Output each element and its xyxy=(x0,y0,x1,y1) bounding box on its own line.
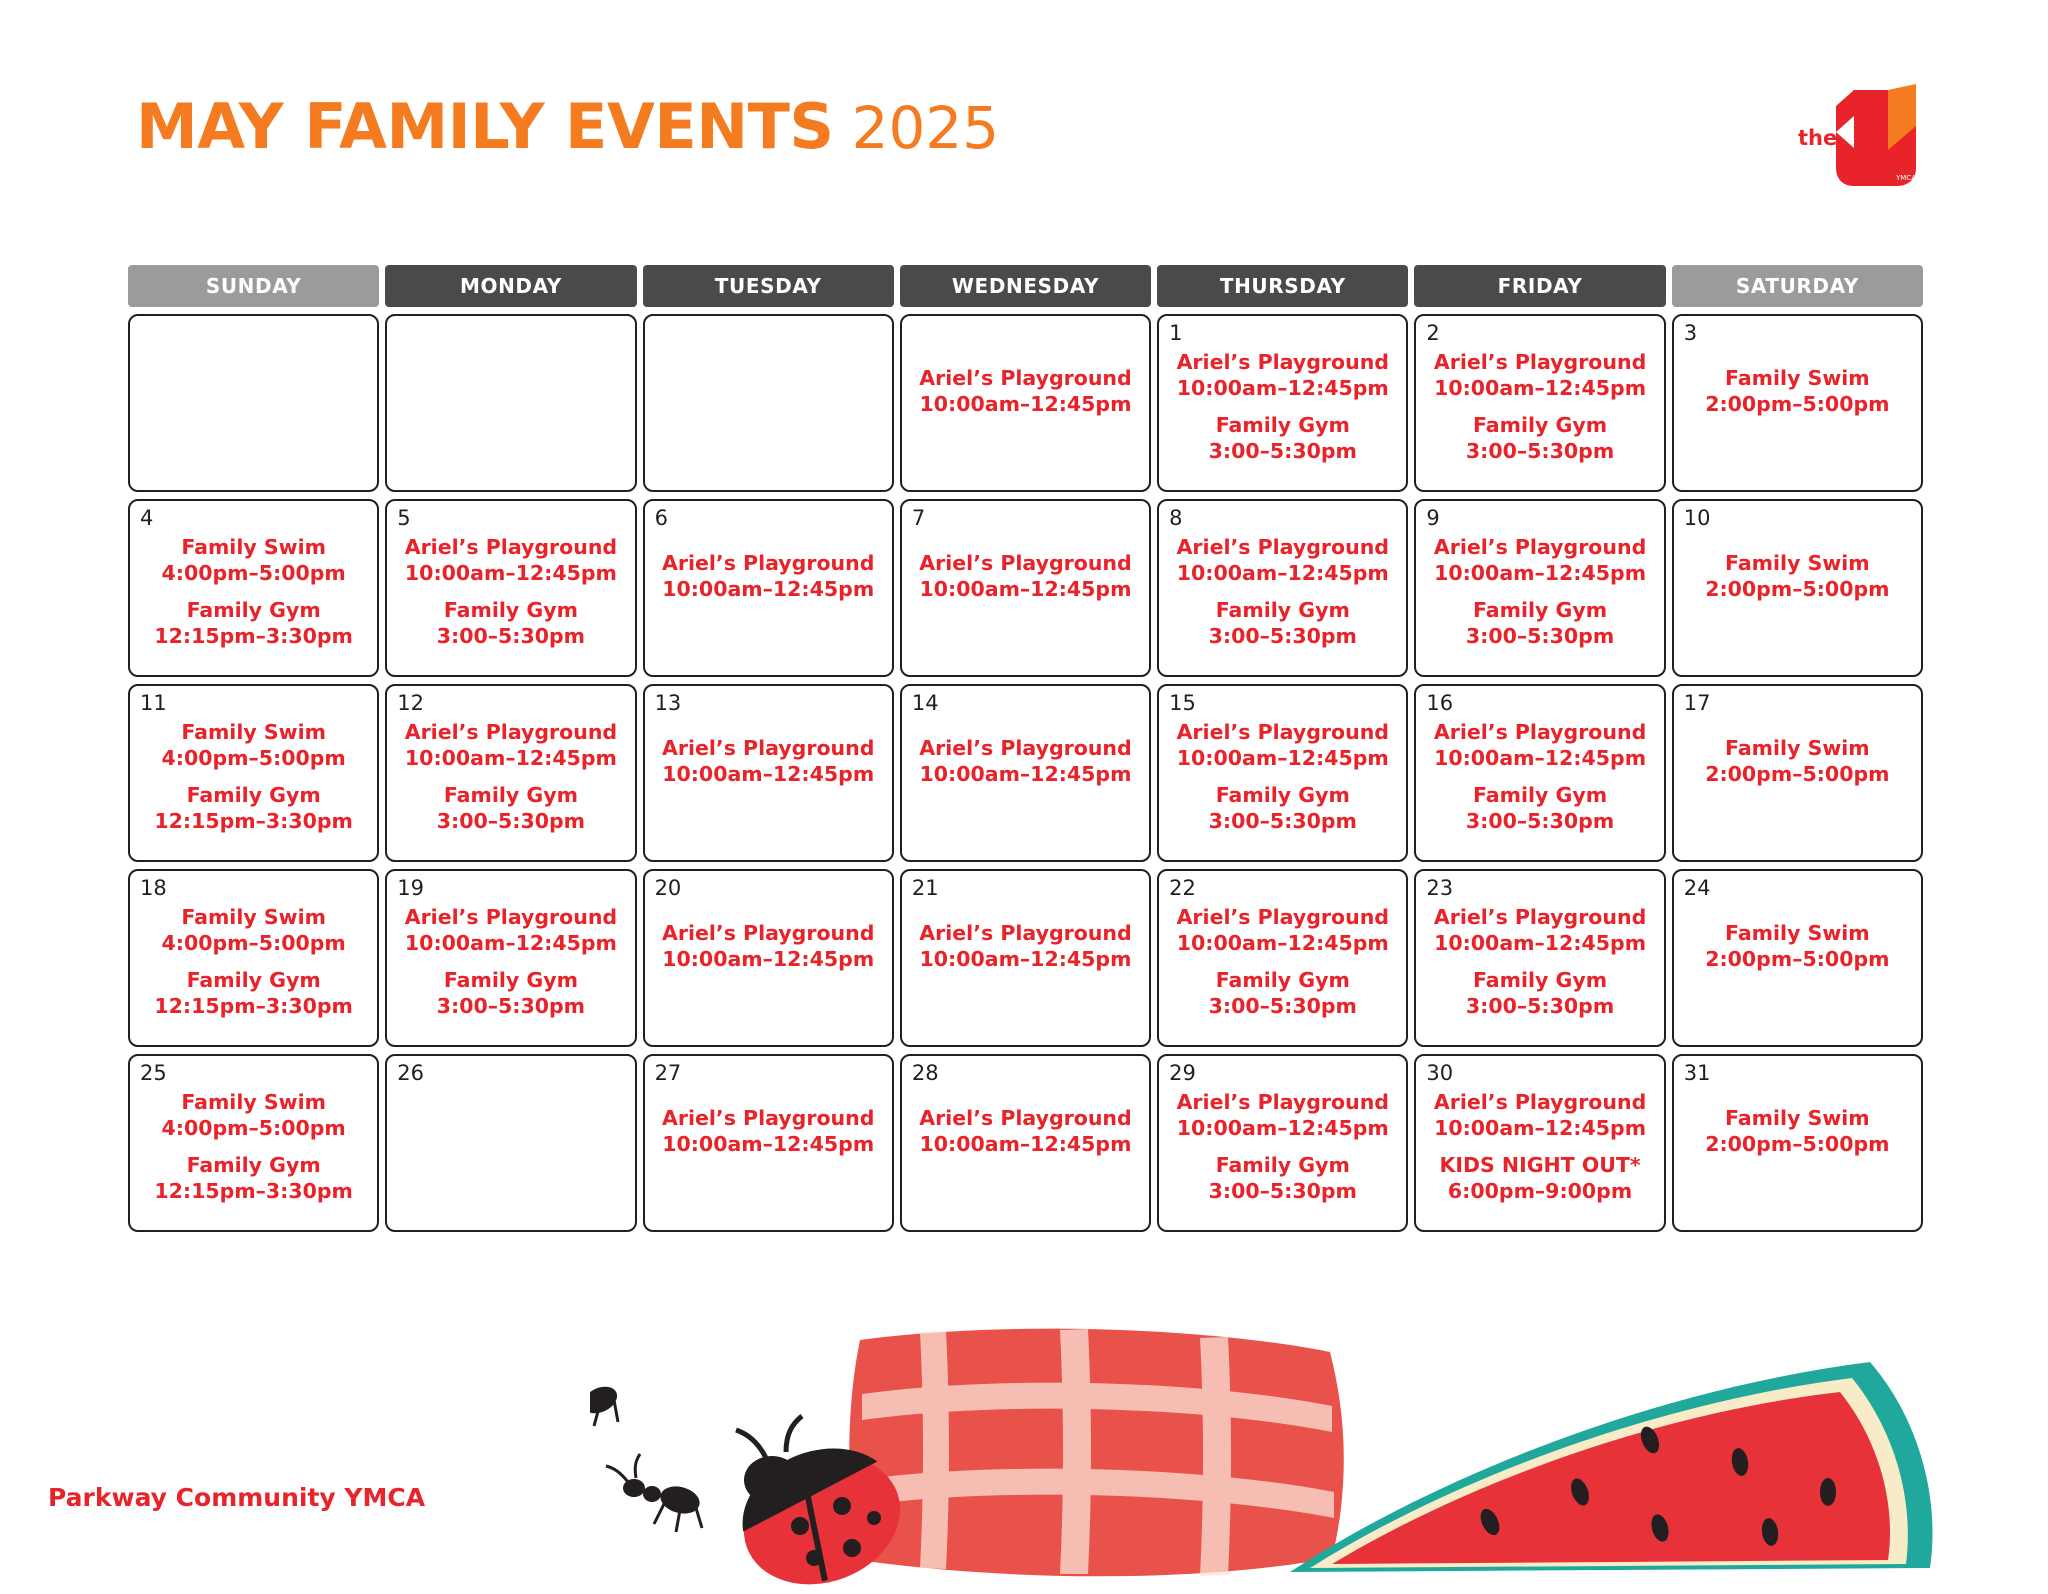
calendar-day-cell xyxy=(1157,869,1408,1047)
event-name: Ariel’s Playground xyxy=(661,921,875,945)
event-name: Ariel’s Playground xyxy=(1433,535,1647,559)
logo-the-text: the xyxy=(1798,126,1838,150)
event-entry xyxy=(1169,720,1396,771)
day-number: 25 xyxy=(140,1061,167,1085)
event-name: Ariel’s Playground xyxy=(919,1106,1132,1130)
event-name: Family Gym xyxy=(186,783,321,808)
calendar-day-cell xyxy=(128,684,379,862)
calendar-week-row xyxy=(128,314,1923,492)
day-events xyxy=(1159,535,1406,650)
calendar-day-cell xyxy=(128,499,379,677)
day-events xyxy=(1674,1106,1921,1157)
day-events xyxy=(1159,720,1406,835)
day-number: 11 xyxy=(140,691,167,715)
event-entry xyxy=(1426,1090,1653,1141)
day-number: 22 xyxy=(1169,876,1196,900)
event-time: 2:00pm–5:00pm xyxy=(1705,391,1890,416)
event-name: Ariel’s Playground xyxy=(404,535,618,559)
calendar-day-cell xyxy=(1414,869,1665,1047)
title-year-text: 2025 xyxy=(851,94,1000,162)
calendar-empty-cell xyxy=(643,314,894,492)
day-number: 7 xyxy=(911,506,926,530)
calendar-empty-cell xyxy=(900,314,1151,492)
day-events xyxy=(902,736,1149,787)
event-name: Family Swim xyxy=(1725,1106,1870,1130)
event-time: 10:00am–12:45pm xyxy=(1434,930,1647,955)
calendar-day-cell xyxy=(1414,314,1665,492)
day-number: 31 xyxy=(1683,1061,1711,1085)
event-time: 12:15pm–3:30pm xyxy=(154,808,353,833)
event-entry xyxy=(912,921,1139,972)
event-name: Ariel’s Playground xyxy=(1176,350,1389,374)
weekday-wednesday: WEDNESDAY xyxy=(900,265,1151,307)
event-entry xyxy=(1684,921,1911,972)
day-number: 8 xyxy=(1169,506,1183,530)
calendar-day-cell xyxy=(1157,314,1408,492)
event-name: Ariel’s Playground xyxy=(1433,905,1647,929)
day-events xyxy=(130,535,377,650)
event-name: Family Gym xyxy=(1215,598,1350,623)
day-number: 24 xyxy=(1683,876,1711,900)
event-time: 3:00–5:30pm xyxy=(1208,438,1357,463)
calendar-day-cell xyxy=(385,499,636,677)
calendar-day-cell xyxy=(643,684,894,862)
event-time: 3:00–5:30pm xyxy=(1465,438,1615,463)
event-time: 10:00am–12:45pm xyxy=(1434,745,1647,770)
day-number: 18 xyxy=(140,876,167,900)
day-events xyxy=(1674,551,1921,602)
event-name: Family Gym xyxy=(1473,413,1608,438)
day-number: 26 xyxy=(397,1061,425,1085)
day-events xyxy=(130,1090,377,1205)
event-entry xyxy=(397,598,624,649)
day-events xyxy=(387,535,634,650)
event-name: Ariel’s Playground xyxy=(1176,720,1389,744)
day-events xyxy=(1674,921,1921,972)
event-name: Family Gym xyxy=(186,968,321,993)
calendar-day-cell xyxy=(643,1054,894,1232)
day-number: 3 xyxy=(1683,321,1698,345)
day-number: 21 xyxy=(911,876,939,900)
event-entry xyxy=(655,551,882,602)
event-entry xyxy=(140,905,367,956)
page-title xyxy=(136,90,1936,163)
event-time: 4:00pm–5:00pm xyxy=(161,1115,346,1140)
event-entry xyxy=(1684,1106,1911,1157)
event-entry xyxy=(1169,535,1396,586)
event-time: 4:00pm–5:00pm xyxy=(161,930,346,955)
event-name: Ariel’s Playground xyxy=(1176,535,1389,559)
weekday-tuesday: TUESDAY xyxy=(643,265,894,307)
event-time: 10:00am–12:45pm xyxy=(662,1131,875,1156)
event-name: Ariel’s Playground xyxy=(1433,350,1647,374)
event-time: 10:00am–12:45pm xyxy=(1176,375,1389,400)
day-events xyxy=(1416,350,1663,465)
event-entry xyxy=(1426,598,1653,649)
event-time: 3:00–5:30pm xyxy=(1465,808,1615,833)
event-name: Ariel’s Playground xyxy=(1176,1090,1389,1114)
event-time: 12:15pm–3:30pm xyxy=(154,1178,353,1203)
event-entry xyxy=(1169,350,1396,401)
event-time: 10:00am–12:45pm xyxy=(404,930,617,955)
event-name: Family Gym xyxy=(1473,783,1608,808)
weekday-monday: MONDAY xyxy=(385,265,636,307)
day-number: 1 xyxy=(1169,321,1183,345)
event-entry xyxy=(912,1106,1139,1157)
event-name: Family Swim xyxy=(1725,366,1870,390)
event-name: Family Swim xyxy=(181,535,326,559)
event-time: 10:00am–12:45pm xyxy=(1176,560,1389,585)
event-time: 10:00am–12:45pm xyxy=(404,560,617,585)
day-events xyxy=(902,366,1149,417)
event-time: 2:00pm–5:00pm xyxy=(1705,1131,1890,1156)
event-name: Family Swim xyxy=(1725,551,1870,575)
ladybug-large-icon xyxy=(725,1416,918,1590)
calendar-day-cell xyxy=(385,1054,636,1232)
event-name: Family Gym xyxy=(443,598,578,623)
event-time: 4:00pm–5:00pm xyxy=(161,560,346,585)
event-entry xyxy=(1426,413,1653,464)
calendar-day-cell xyxy=(1157,1054,1408,1232)
event-time: 10:00am–12:45pm xyxy=(1434,560,1647,585)
event-entry xyxy=(1169,413,1396,464)
weekday-thursday: THURSDAY xyxy=(1157,265,1408,307)
ymca-logo xyxy=(1796,76,1936,196)
event-name: Ariel’s Playground xyxy=(919,551,1132,575)
event-entry xyxy=(1426,720,1653,771)
day-number: 9 xyxy=(1426,506,1440,530)
calendar-empty-cell xyxy=(128,314,379,492)
calendar-day-cell xyxy=(900,1054,1151,1232)
event-entry xyxy=(397,968,624,1019)
event-entry xyxy=(655,921,882,972)
event-name: Ariel’s Playground xyxy=(404,905,618,929)
decorative-picnic-art xyxy=(590,1310,2010,1590)
event-entry xyxy=(1169,783,1396,834)
day-events xyxy=(1416,1090,1663,1205)
watermelon-icon xyxy=(1290,1362,1933,1572)
day-number: 15 xyxy=(1169,691,1196,715)
day-number: 28 xyxy=(911,1061,939,1085)
event-entry xyxy=(140,720,367,771)
event-entry xyxy=(397,783,624,834)
event-entry xyxy=(140,968,367,1019)
event-time: 3:00–5:30pm xyxy=(436,808,586,833)
day-number: 10 xyxy=(1683,506,1711,530)
event-time: 10:00am–12:45pm xyxy=(662,946,875,971)
weekday-friday: FRIDAY xyxy=(1414,265,1665,307)
calendar-day-cell xyxy=(1157,684,1408,862)
event-entry xyxy=(397,535,624,586)
event-time: 10:00am–12:45pm xyxy=(662,761,875,786)
day-number: 17 xyxy=(1683,691,1711,715)
calendar-day-cell xyxy=(1414,684,1665,862)
event-name: Ariel’s Playground xyxy=(919,736,1132,760)
event-time: 10:00am–12:45pm xyxy=(662,576,875,601)
event-entry xyxy=(1426,783,1653,834)
calendar-day-cell xyxy=(900,869,1151,1047)
day-number: 23 xyxy=(1426,876,1454,900)
day-events xyxy=(387,905,634,1020)
event-name: Family Swim xyxy=(181,905,326,929)
event-time: 10:00am–12:45pm xyxy=(919,391,1132,416)
day-events xyxy=(902,921,1149,972)
day-number: 14 xyxy=(911,691,939,715)
event-entry xyxy=(1426,1153,1653,1204)
event-entry xyxy=(655,736,882,787)
calendar-day-cell xyxy=(385,869,636,1047)
calendar-day-cell xyxy=(1672,499,1923,677)
event-time: 3:00–5:30pm xyxy=(1208,1178,1357,1203)
calendar xyxy=(128,265,1923,1239)
event-time: 10:00am–12:45pm xyxy=(404,745,617,770)
event-entry xyxy=(1426,535,1653,586)
event-time: 10:00am–12:45pm xyxy=(1176,1115,1389,1140)
event-name: Family Swim xyxy=(181,720,326,744)
event-name: Family Gym xyxy=(1215,783,1350,808)
event-entry xyxy=(912,736,1139,787)
day-number: 16 xyxy=(1426,691,1454,715)
event-entry xyxy=(1169,1090,1396,1141)
calendar-day-cell xyxy=(1414,499,1665,677)
event-name: Family Gym xyxy=(1215,1153,1350,1178)
event-entry xyxy=(1426,350,1653,401)
event-entry xyxy=(140,535,367,586)
day-events xyxy=(130,905,377,1020)
day-events xyxy=(1416,905,1663,1020)
calendar-day-cell xyxy=(1672,684,1923,862)
event-entry xyxy=(1169,905,1396,956)
event-entry xyxy=(140,598,367,649)
day-number: 27 xyxy=(654,1061,682,1085)
weekday-header-row xyxy=(128,265,1923,307)
event-entry xyxy=(1169,1153,1396,1204)
day-events xyxy=(645,921,892,972)
calendar-day-cell xyxy=(643,869,894,1047)
event-entry xyxy=(1426,968,1653,1019)
event-name: Family Gym xyxy=(443,783,578,808)
event-time: 4:00pm–5:00pm xyxy=(161,745,346,770)
event-name: Family Gym xyxy=(1473,968,1608,993)
event-time: 3:00–5:30pm xyxy=(1208,993,1357,1018)
event-name: Family Gym xyxy=(186,1153,321,1178)
branch-name: Parkway Community YMCA xyxy=(48,1483,426,1512)
event-entry xyxy=(397,720,624,771)
event-time: 12:15pm–3:30pm xyxy=(154,993,353,1018)
day-number: 5 xyxy=(397,506,411,530)
ant-icons xyxy=(590,1344,703,1532)
event-time: 10:00am–12:45pm xyxy=(1434,375,1647,400)
event-time: 3:00–5:30pm xyxy=(1465,623,1615,648)
event-name: Ariel’s Playground xyxy=(661,1106,875,1130)
day-events xyxy=(130,720,377,835)
day-number: 6 xyxy=(654,506,668,530)
event-time: 12:15pm–3:30pm xyxy=(154,623,353,648)
calendar-day-cell xyxy=(385,684,636,862)
page-header xyxy=(136,90,1936,200)
event-entry xyxy=(1426,905,1653,956)
calendar-day-cell xyxy=(1672,314,1923,492)
svg-text:YMCA: YMCA xyxy=(1896,174,1916,182)
day-number: 2 xyxy=(1426,321,1440,345)
event-entry xyxy=(1169,968,1396,1019)
event-time: 10:00am–12:45pm xyxy=(1176,930,1389,955)
event-entry xyxy=(655,1106,882,1157)
picnic-illustration xyxy=(590,1310,2010,1590)
event-entry xyxy=(1684,366,1911,417)
event-name: KIDS NIGHT OUT* xyxy=(1439,1153,1641,1178)
event-time: 10:00am–12:45pm xyxy=(919,1131,1132,1156)
event-name: Family Swim xyxy=(1725,736,1870,760)
event-name: Family Gym xyxy=(443,968,578,993)
event-name: Ariel’s Playground xyxy=(661,551,875,575)
calendar-week-row xyxy=(128,499,1923,677)
calendar-week-row xyxy=(128,1054,1923,1232)
calendar-day-cell xyxy=(1672,869,1923,1047)
event-entry xyxy=(140,1153,367,1204)
calendar-day-cell xyxy=(900,684,1151,862)
calendar-day-cell xyxy=(900,499,1151,677)
day-events xyxy=(902,551,1149,602)
title-month-text: MAY FAMILY EVENTS xyxy=(136,90,834,163)
event-name: Ariel’s Playground xyxy=(919,366,1132,390)
event-time: 2:00pm–5:00pm xyxy=(1705,946,1890,971)
calendar-day-cell xyxy=(128,869,379,1047)
event-time: 10:00am–12:45pm xyxy=(919,761,1132,786)
event-time: 10:00am–12:45pm xyxy=(1434,1115,1647,1140)
event-name: Ariel’s Playground xyxy=(1433,720,1647,744)
event-time: 3:00–5:30pm xyxy=(1465,993,1615,1018)
event-entry xyxy=(140,1090,367,1141)
day-events xyxy=(1159,1090,1406,1205)
picnic-blanket-icon xyxy=(849,1329,1344,1577)
day-events xyxy=(902,1106,1149,1157)
event-name: Family Gym xyxy=(186,598,321,623)
event-entry xyxy=(1169,598,1396,649)
calendar-day-cell xyxy=(1672,1054,1923,1232)
event-name: Ariel’s Playground xyxy=(919,921,1132,945)
calendar-day-cell xyxy=(643,499,894,677)
day-number: 29 xyxy=(1169,1061,1196,1085)
event-time: 3:00–5:30pm xyxy=(436,993,586,1018)
event-time: 2:00pm–5:00pm xyxy=(1705,761,1890,786)
event-time: 10:00am–12:45pm xyxy=(919,576,1132,601)
event-entry xyxy=(912,551,1139,602)
day-number: 13 xyxy=(654,691,682,715)
day-events xyxy=(645,551,892,602)
event-entry xyxy=(397,905,624,956)
day-number: 20 xyxy=(654,876,682,900)
event-time: 3:00–5:30pm xyxy=(1208,623,1357,648)
day-events xyxy=(1159,350,1406,465)
day-events xyxy=(1416,720,1663,835)
weekday-saturday: SATURDAY xyxy=(1672,265,1923,307)
day-events xyxy=(1416,535,1663,650)
day-events xyxy=(1674,736,1921,787)
calendar-day-cell xyxy=(1414,1054,1665,1232)
calendar-day-cell xyxy=(128,1054,379,1232)
event-time: 3:00–5:30pm xyxy=(436,623,586,648)
event-entry xyxy=(912,366,1139,417)
weekday-sunday: SUNDAY xyxy=(128,265,379,307)
day-number: 19 xyxy=(397,876,425,900)
day-number: 4 xyxy=(140,506,154,530)
event-name: Family Gym xyxy=(1215,968,1350,993)
calendar-weeks xyxy=(128,314,1923,1232)
event-name: Ariel’s Playground xyxy=(404,720,618,744)
calendar-day-cell xyxy=(1157,499,1408,677)
event-name: Family Swim xyxy=(181,1090,326,1114)
event-time: 10:00am–12:45pm xyxy=(919,946,1132,971)
event-entry xyxy=(1684,736,1911,787)
day-events xyxy=(645,736,892,787)
day-events xyxy=(1159,905,1406,1020)
event-time: 3:00–5:30pm xyxy=(1208,808,1357,833)
event-name: Family Swim xyxy=(1725,921,1870,945)
calendar-week-row xyxy=(128,869,1923,1047)
event-time: 6:00pm–9:00pm xyxy=(1447,1178,1633,1203)
event-time: 10:00am–12:45pm xyxy=(1176,745,1389,770)
event-time: 2:00pm–5:00pm xyxy=(1705,576,1890,601)
event-name: Ariel’s Playground xyxy=(1176,905,1389,929)
event-entry xyxy=(140,783,367,834)
day-events xyxy=(1674,366,1921,417)
event-name: Family Gym xyxy=(1215,413,1350,438)
day-number: 12 xyxy=(397,691,425,715)
day-number: 30 xyxy=(1426,1061,1454,1085)
event-name: Family Gym xyxy=(1473,598,1608,623)
day-events xyxy=(387,720,634,835)
event-name: Ariel’s Playground xyxy=(1433,1090,1647,1114)
calendar-empty-cell xyxy=(385,314,636,492)
event-entry xyxy=(1684,551,1911,602)
calendar-week-row xyxy=(128,684,1923,862)
day-events xyxy=(645,1106,892,1157)
event-name: Ariel’s Playground xyxy=(661,736,875,760)
